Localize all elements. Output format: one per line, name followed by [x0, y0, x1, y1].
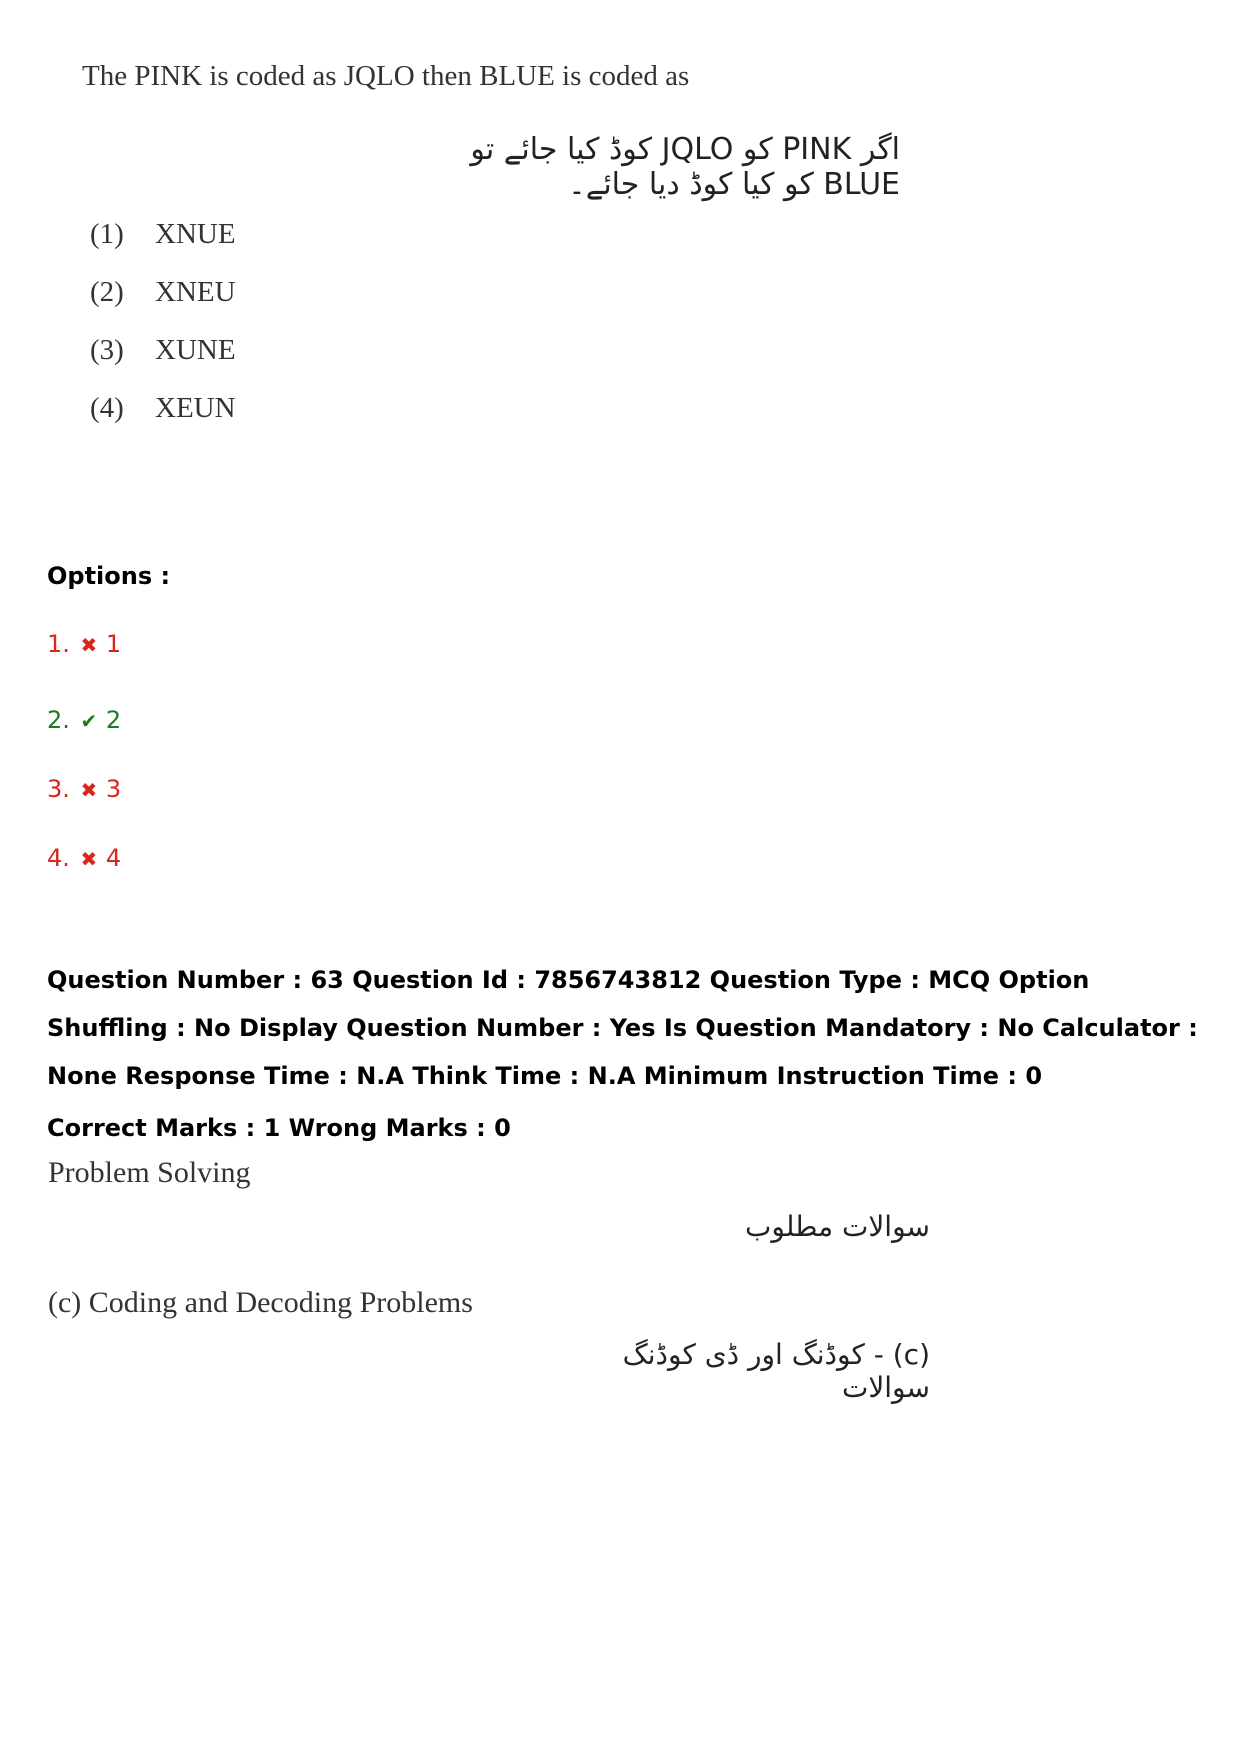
marks-info: Correct Marks : 1 Wrong Marks : 0 — [47, 1114, 511, 1142]
option-index: 4. — [47, 844, 70, 872]
choice-2 — [90, 276, 236, 309]
option-4 — [47, 844, 121, 872]
choice-number: (3) — [90, 334, 124, 366]
choice-1 — [90, 218, 236, 251]
choice-4 — [90, 392, 236, 425]
question-text-urdu: اگر PINK کو JQLO کوڈ کیا جائے تو BLUE کو کیا کوڈ دیا جائے۔ — [470, 132, 900, 202]
option-1 — [47, 630, 121, 658]
choice-number: (2) — [90, 276, 124, 308]
choice-3 — [90, 334, 236, 367]
option-value: 1 — [105, 630, 122, 658]
option-index: 2. — [47, 706, 70, 734]
choice-text: XEUN — [155, 392, 236, 424]
subject-title: Problem Solving — [48, 1156, 251, 1189]
choice-number: (1) — [90, 218, 124, 250]
cross-icon: ✖ — [80, 847, 98, 871]
option-index: 1. — [47, 630, 70, 658]
option-value: 2 — [105, 706, 122, 734]
option-2 — [47, 706, 121, 734]
option-index: 3. — [47, 775, 70, 803]
option-value: 4 — [105, 844, 122, 872]
question-text: The PINK is coded as JQLO then BLUE is coded as — [82, 60, 690, 92]
choice-number: (4) — [90, 392, 124, 424]
choice-text: XUNE — [155, 334, 236, 366]
choice-text: XNUE — [155, 218, 236, 250]
option-3 — [47, 775, 121, 803]
options-label: Options : — [47, 562, 171, 590]
topic-title: (c) Coding and Decoding Problems — [48, 1286, 473, 1319]
option-value: 3 — [105, 775, 122, 803]
subject-title-urdu: سوالات مطلوب — [745, 1210, 930, 1243]
topic-title-urdu: (c) - کوڈنگ اور ڈی کوڈنگ سوالات — [622, 1338, 930, 1404]
cross-icon: ✖ — [80, 633, 98, 657]
cross-icon: ✖ — [80, 778, 98, 802]
question-metadata: Question Number : 63 Question Id : 7856743812 Question Type : MCQ Option Shuffling : No Display Question Number : Yes Is Question Mandatory : No Calculator : None Response Time : N.A Think Time : N.A Minimum Instruction Time : 0 — [47, 966, 1198, 1090]
choice-text: XNEU — [155, 276, 236, 308]
check-icon: ✔ — [80, 709, 98, 733]
